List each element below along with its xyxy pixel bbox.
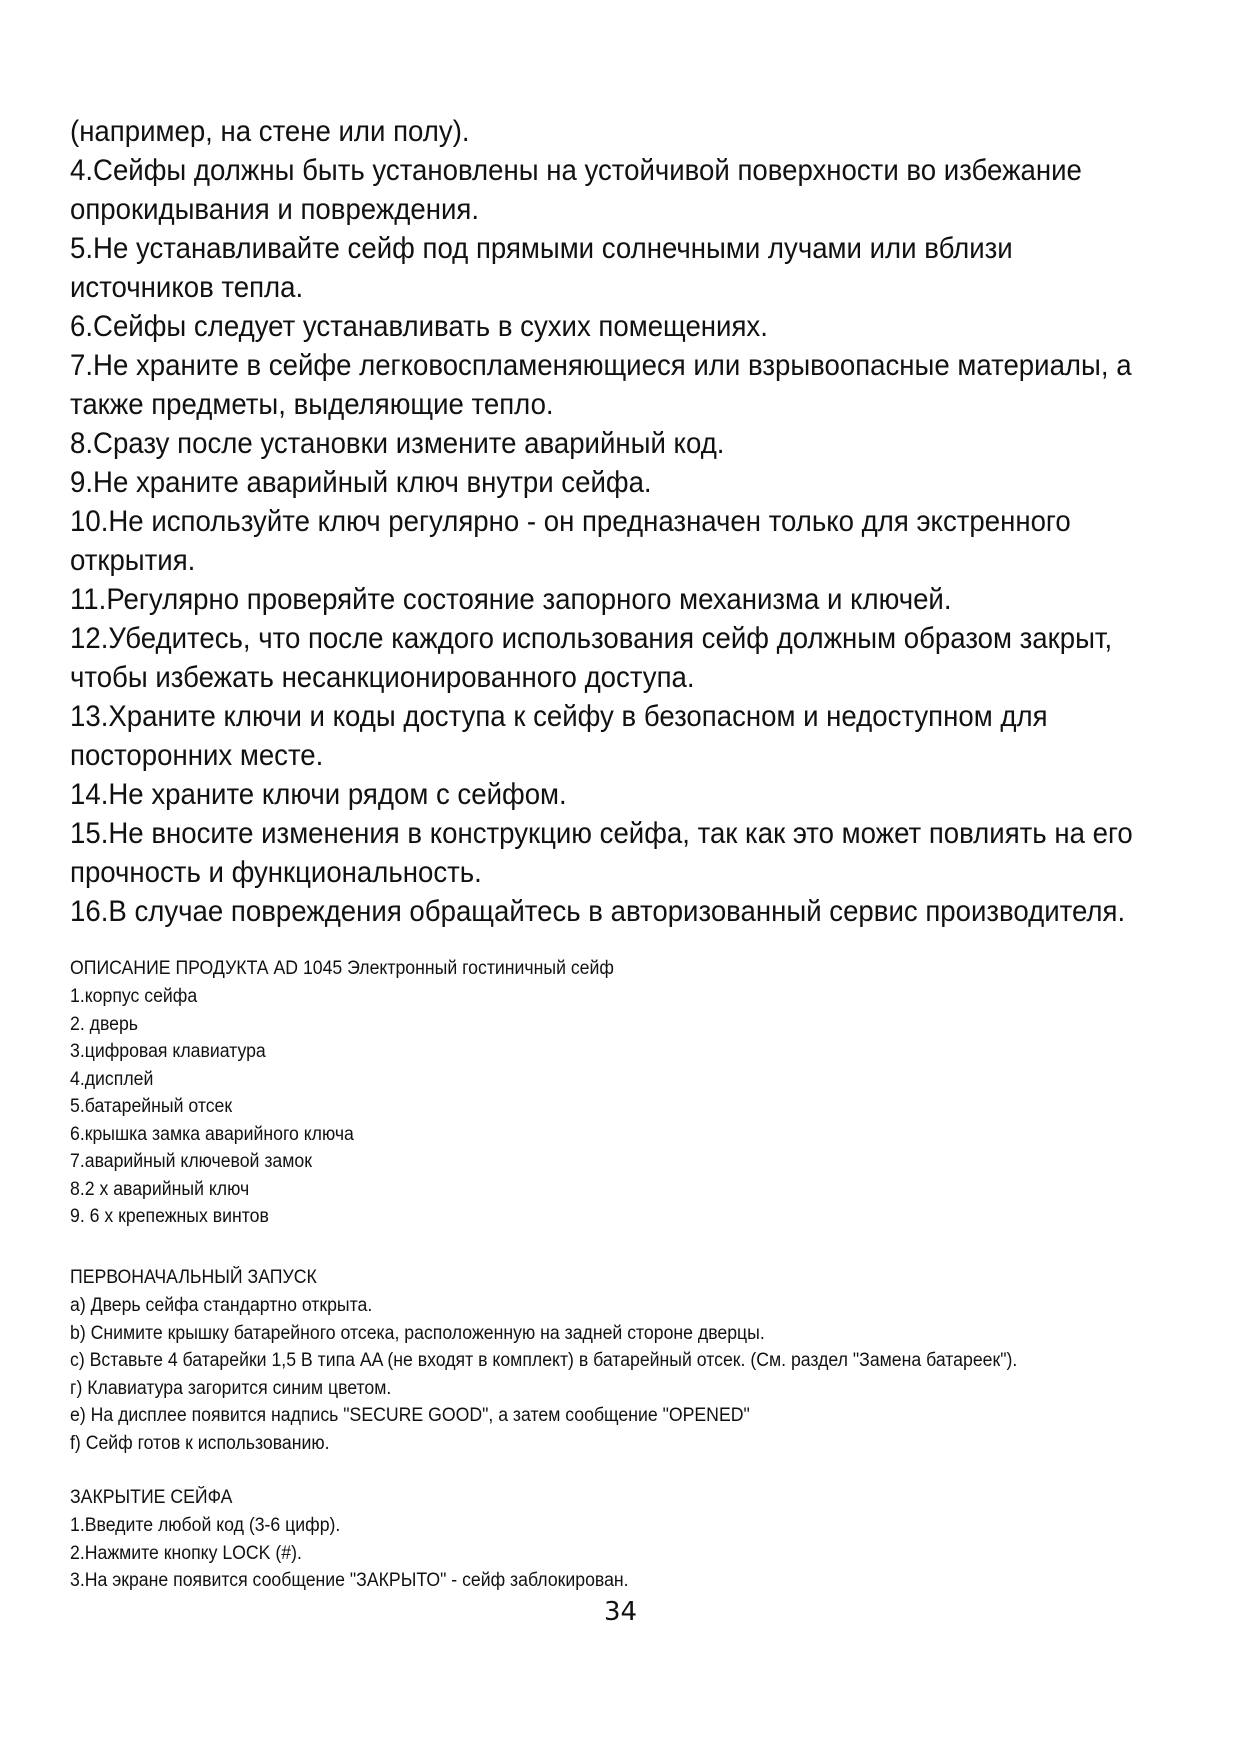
- safety-line: 11.Регулярно проверяйте состояние запорного механизма и ключей.: [70, 583, 952, 616]
- safety-line: 16.В случае повреждения обращайтесь в авторизованный сервис производителя.: [70, 895, 1126, 928]
- safety-line: также предметы, выделяющие тепло.: [70, 388, 554, 421]
- list-item: 3.На экране появится сообщение "ЗАКРЫТО" - сейф заблокирован.: [70, 1570, 629, 1591]
- closing-section: [70, 1484, 1112, 1595]
- safety-line: 6.Сейфы следует устанавливать в сухих помещениях.: [70, 310, 768, 343]
- safety-line: 14.Не храните ключи рядом с сейфом.: [70, 778, 567, 811]
- list-item: c) Вставьте 4 батарейки 1,5 В типа AA (не входят в комплект) в батарейный отсек. (См. раздел "Замена батареек").: [70, 1350, 1018, 1371]
- safety-line: 5.Не устанавливайте сейф под прямыми солнечными лучами или вблизи: [70, 232, 1013, 265]
- list-item: b) Снимите крышку батарейного отсека, расположенную на задней стороне дверцы.: [70, 1322, 765, 1344]
- safety-line: 9.Не храните аварийный ключ внутри сейфа.: [70, 466, 652, 499]
- list-item: a) Дверь сейфа стандартно открыта.: [70, 1295, 373, 1316]
- list-item: 1.корпус сейфа: [70, 986, 198, 1007]
- product-description-heading: ОПИСАНИЕ ПРОДУКТА AD 1045 Электронный гостиничный сейф: [70, 958, 614, 979]
- closing-heading: ЗАКРЫТИЕ СЕЙФА: [70, 1487, 233, 1508]
- safety-line: опрокидывания и повреждения.: [70, 193, 480, 226]
- list-item: f) Сейф готов к использованию.: [70, 1432, 330, 1454]
- list-item: 9. 6 х крепежных винтов: [70, 1206, 269, 1227]
- safety-line: (например, на стене или полу).: [70, 115, 470, 148]
- list-item: 2. дверь: [70, 1013, 139, 1035]
- page-number: 34: [603, 1597, 638, 1627]
- list-item: 5.батарейный отсек: [70, 1096, 233, 1117]
- safety-line: 13.Храните ключи и коды доступа к сейфу в безопасном и недоступном для: [70, 700, 1048, 733]
- safety-line: источников тепла.: [70, 271, 304, 304]
- list-item: 8.2 х аварийный ключ: [70, 1178, 250, 1200]
- list-item: 1.Введите любой код (3-6 цифр).: [70, 1515, 341, 1536]
- safety-line: открытия.: [70, 544, 196, 577]
- list-item: 4.дисплей: [70, 1068, 154, 1090]
- safety-line: 8.Сразу после установки измените аварийный код.: [70, 427, 725, 460]
- initial-startup-heading: ПЕРВОНАЧАЛЬНЫЙ ЗАПУСК: [70, 1267, 317, 1288]
- safety-line: 15.Не вносите изменения в конструкцию сейфа, так как это может повлиять на его: [70, 817, 1133, 850]
- product-description-section: [70, 955, 1112, 1231]
- safety-line: 10.Не используйте ключ регулярно - он предназначен только для экстренного: [70, 505, 1071, 538]
- list-item: 2.Нажмите кнопку LOCK (#).: [70, 1542, 302, 1564]
- safety-line: посторонних месте.: [70, 739, 324, 772]
- safety-instructions: [70, 112, 1133, 931]
- list-item: 6.крышка замка аварийного ключа: [70, 1123, 354, 1145]
- safety-line: чтобы избежать несанкционированного доступа.: [70, 661, 695, 694]
- safety-line: 12.Убедитесь, что после каждого использования сейф должным образом закрыт,: [70, 622, 1113, 655]
- list-item: 7.аварийный ключевой замок: [70, 1151, 312, 1172]
- safety-line: 7.Не храните в сейфе легковоспламеняющиеся или взрывоопасные материалы, а: [70, 349, 1132, 382]
- safety-line: прочность и функциональность.: [70, 856, 482, 889]
- initial-startup-section: [70, 1264, 1112, 1457]
- list-item: e) На дисплее появится надпись "SECURE GOOD", а затем сообщение "OPENED": [70, 1405, 750, 1426]
- list-item: 3.цифровая клавиатура: [70, 1041, 266, 1062]
- list-item: г) Клавиатура загорится синим цветом.: [70, 1377, 392, 1399]
- safety-line: 4.Сейфы должны быть установлены на устойчивой поверхности во избежание: [70, 154, 1082, 187]
